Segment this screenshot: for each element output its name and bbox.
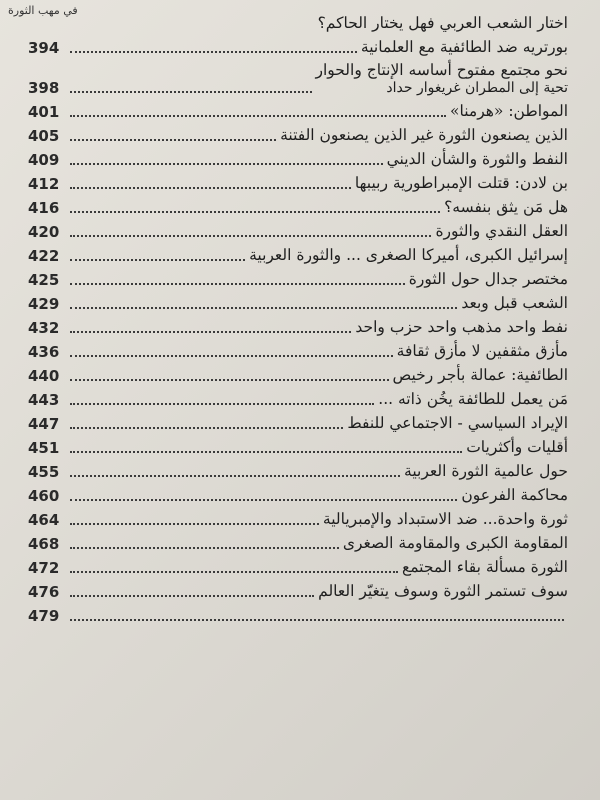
toc-entry: [28, 384, 568, 408]
entry-title: ثورة واحدة... ضد الاستبداد والإمبريالية: [322, 509, 568, 528]
toc-entry: [28, 312, 568, 336]
dot-leader: [70, 306, 457, 309]
page-number: 398: [28, 79, 60, 97]
page-number: 440: [28, 367, 60, 385]
page-number: 422: [28, 247, 60, 265]
entry-title: العقل النقدي والثورة: [435, 221, 568, 240]
toc-entry: [28, 264, 568, 288]
toc-entry: [28, 432, 568, 456]
dot-leader: [70, 258, 245, 261]
dot-leader: [70, 546, 339, 549]
entry-title: المواطن: «هرمنا»: [450, 101, 568, 120]
entry-title-block: [316, 62, 569, 96]
page-number: 455: [28, 463, 60, 481]
toc-entry: [28, 56, 568, 96]
entry-title: الثورة مسألة بقاء المجتمع: [401, 557, 568, 576]
page-number: 405: [28, 127, 60, 145]
page-number: 401: [28, 103, 60, 121]
toc-entry: [28, 408, 568, 432]
page-number: 468: [28, 535, 60, 553]
entry-subtitle: تحية إلى المطران غريغوار حداد: [386, 79, 568, 96]
dot-leader: [70, 618, 564, 621]
entry-title: الشعب قبل وبعد: [461, 293, 568, 312]
toc-entry: [28, 528, 568, 552]
toc-entry: [28, 168, 568, 192]
running-head: في مهب الثورة: [8, 4, 78, 17]
toc-entry: [28, 192, 568, 216]
dot-leader: [70, 570, 398, 573]
toc-entry: [28, 240, 568, 264]
toc-entry: [28, 216, 568, 240]
page-number: 416: [28, 199, 60, 217]
page-number: 472: [28, 559, 60, 577]
entry-title: مَن يعمل للطائفة يخُن ذاته ...: [378, 389, 568, 408]
page-number: 476: [28, 583, 60, 601]
toc-entry: [28, 288, 568, 312]
entry-title: سوف تستمر الثورة وسوف يتغيّر العالم: [318, 581, 568, 600]
toc-entry: [28, 576, 568, 600]
dot-leader: [70, 450, 462, 453]
page-number: 425: [28, 271, 60, 289]
toc-entry: [28, 96, 568, 120]
entry-title: مأزق مثقفين لا مأزق ثقافة: [396, 341, 568, 360]
entry-title: الطائفية: عمالة بأجر رخيص: [392, 365, 568, 384]
entry-title: الإيراد السياسي - الاجتماعي للنفط: [347, 413, 568, 432]
page-number: 447: [28, 415, 60, 433]
dot-leader: [70, 162, 383, 165]
entry-title: هل مَن يثق بنفسه؟: [444, 197, 568, 216]
page-number: 436: [28, 343, 60, 361]
page-number: 464: [28, 511, 60, 529]
dot-leader: [70, 402, 374, 405]
toc-entry: [28, 120, 568, 144]
toc-entry: [28, 600, 568, 624]
dot-leader: [70, 234, 431, 237]
entry-title: المقاومة الكبرى والمقاومة الصغرى: [342, 533, 568, 552]
page-number: 460: [28, 487, 60, 505]
dot-leader: [70, 354, 393, 357]
toc-entry: [28, 144, 568, 168]
page-number: 394: [28, 39, 60, 57]
entry-title: أقليات وأكثريات: [466, 437, 568, 456]
page-number: 429: [28, 295, 60, 313]
dot-leader: [70, 210, 440, 213]
dot-leader: [70, 50, 357, 53]
entry-title: نحو مجتمع مفتوح أساسه الإنتاج والحوار: [315, 60, 568, 79]
dot-leader: [70, 426, 343, 429]
entry-title: النفط والثورة والشأن الديني: [386, 149, 568, 168]
entry-title: محاكمة الفرعون: [461, 485, 568, 504]
toc-entry: [28, 552, 568, 576]
entry-title: الذين يصنعون الثورة غير الذين يصنعون الفتنة: [280, 125, 568, 144]
page-number: 443: [28, 391, 60, 409]
table-of-contents: [28, 10, 568, 624]
toc-entry: [28, 360, 568, 384]
entry-title: مختصر جدال حول الثورة: [408, 269, 568, 288]
dot-leader: [70, 186, 351, 189]
toc-entry: [28, 480, 568, 504]
page-number: 412: [28, 175, 60, 193]
toc-entry: [28, 456, 568, 480]
dot-leader: [70, 522, 319, 525]
dot-leader: [70, 594, 314, 597]
entry-title: بورتريه ضد الطائفية مع العلمانية: [360, 37, 568, 56]
toc-entry: [28, 10, 568, 32]
dot-leader: [70, 330, 351, 333]
page-number: 432: [28, 319, 60, 337]
dot-leader: [70, 498, 457, 501]
page-number: 420: [28, 223, 60, 241]
entry-title: بن لادن: قتلت الإمبراطورية ربيبها: [354, 173, 568, 192]
dot-leader: [70, 114, 446, 117]
toc-entry: [28, 32, 568, 56]
entry-title: اختار الشعب العربي فهل يختار الحاكم؟: [317, 13, 568, 32]
dot-leader: [70, 90, 312, 93]
dot-leader: [70, 138, 276, 141]
entry-title: إسرائيل الكبرى، أميركا الصغرى ... والثورة العربية: [249, 245, 568, 264]
dot-leader: [70, 474, 400, 477]
dot-leader: [70, 282, 405, 285]
dot-leader: [70, 378, 389, 381]
toc-entry: [28, 336, 568, 360]
toc-entry: [28, 504, 568, 528]
entry-title: حول عالمية الثورة العربية: [404, 461, 568, 480]
page-number: 479: [28, 607, 60, 625]
page-number: 409: [28, 151, 60, 169]
page-number: 451: [28, 439, 60, 457]
entry-title: نفط واحد مذهب واحد حزب واحد: [355, 317, 568, 336]
